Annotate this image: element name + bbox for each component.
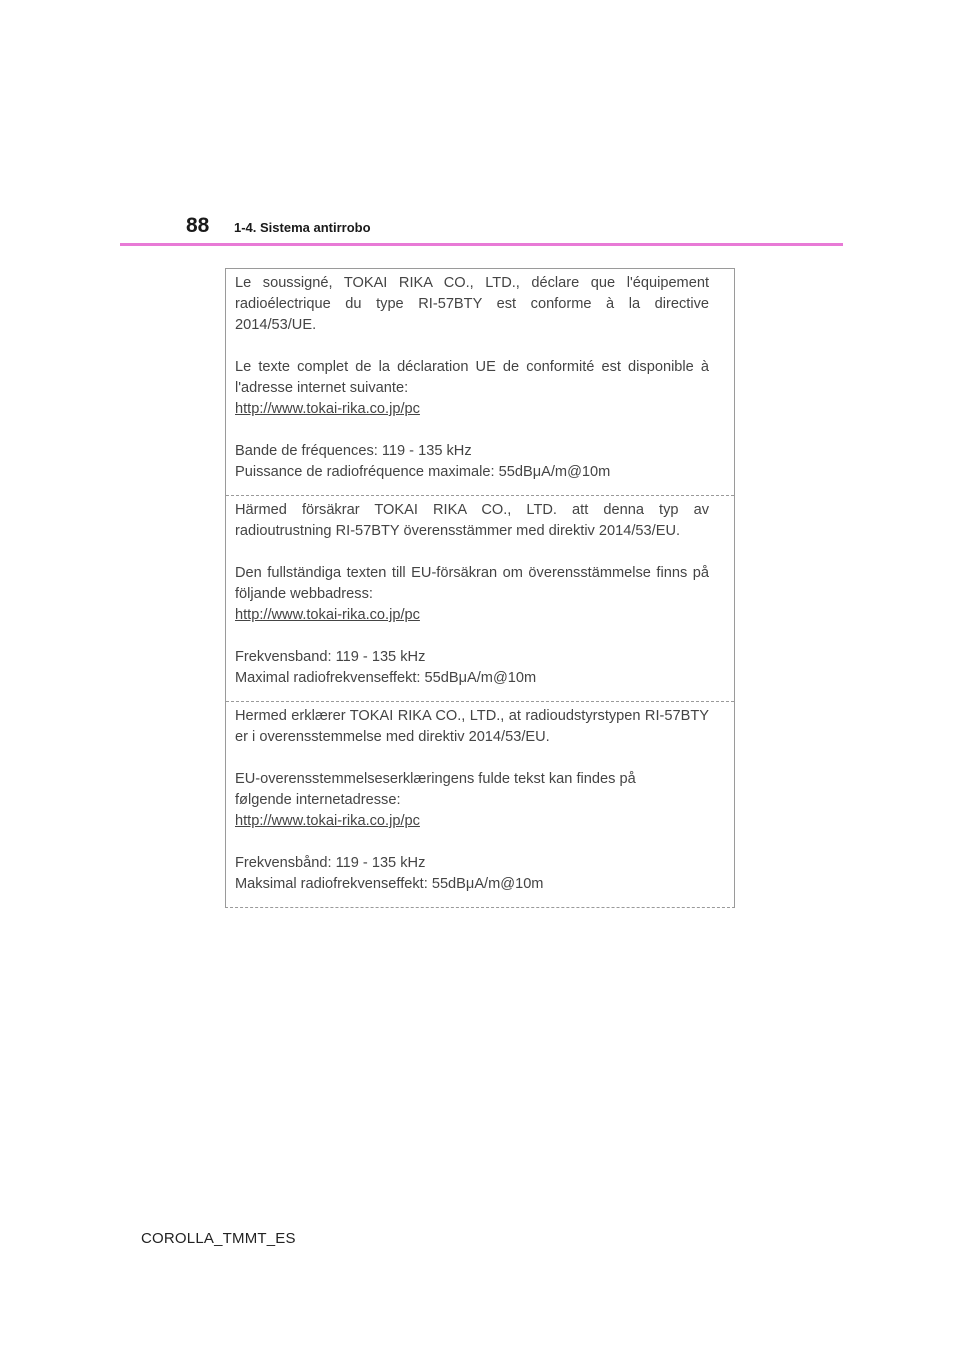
- declaration-url-link[interactable]: http://www.tokai-rika.co.jp/pc: [235, 607, 420, 623]
- full-text-paragraph: [235, 357, 709, 420]
- radio-declaration-box: [225, 268, 735, 908]
- specs-paragraph: [235, 441, 709, 483]
- specs-paragraph: [235, 853, 709, 895]
- max-power: Maximal radiofrekvenseffekt: 55dBμA/m@10m: [235, 670, 537, 686]
- header-rule: [120, 243, 843, 246]
- declaration-text: Hermed erklærer TOKAI RIKA CO., LTD., at radioudstyrstypen RI-57BTY er i overensstemmelse med direktiv 2014/53/EU.: [235, 708, 709, 745]
- page-number: 88: [186, 214, 210, 237]
- frequency-band: Frekvensbånd: 119 - 135 kHz: [235, 855, 426, 871]
- full-text-intro-line-1: EU-overensstemmelseserklæringens fulde tekst kan findes på: [235, 771, 636, 787]
- specs-paragraph: [235, 647, 709, 689]
- full-text-intro-line-2: følgende internetadresse:: [235, 792, 401, 808]
- max-power: Maksimal radiofrekvenseffekt: 55dBμA/m@10m: [235, 876, 544, 892]
- full-text-intro: Le texte complet de la déclaration UE de conformité est disponible à l'adresse internet suivante:: [235, 359, 709, 396]
- declaration-url-link[interactable]: http://www.tokai-rika.co.jp/pc: [235, 813, 420, 829]
- declaration-url-link[interactable]: http://www.tokai-rika.co.jp/pc: [235, 401, 420, 417]
- full-text-paragraph: [235, 563, 709, 626]
- notice-section-danish: [226, 701, 734, 907]
- section-title: 1-4. Sistema antirrobo: [234, 220, 371, 235]
- declaration-text: Härmed försäkrar TOKAI RIKA CO., LTD. att denna typ av radioutrustning RI-57BTY överensstämmer med direktiv 2014/53/EU.: [235, 502, 709, 539]
- notice-section-french: [226, 269, 734, 495]
- frequency-band: Frekvensband: 119 - 135 kHz: [235, 649, 426, 665]
- frequency-band: Bande de fréquences: 119 - 135 kHz: [235, 443, 472, 459]
- document-code: COROLLA_TMMT_ES: [141, 1230, 296, 1247]
- declaration-text: Le soussigné, TOKAI RIKA CO., LTD., déclare que l'équipement radioélectrique du type RI-57BTY est conforme à la directive 2014/53/UE.: [235, 275, 709, 333]
- full-text-intro: Den fullständiga texten till EU-försäkran om överensstämmelse finns på följande webbadress:: [235, 565, 709, 602]
- notice-section-swedish: [226, 495, 734, 701]
- full-text-paragraph: [235, 769, 709, 832]
- max-power: Puissance de radiofréquence maximale: 55dBμA/m@10m: [235, 464, 611, 480]
